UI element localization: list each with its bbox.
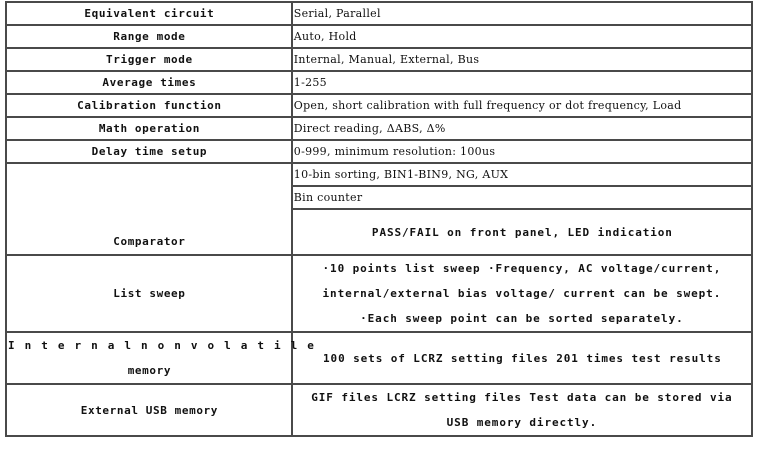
internal-memory-label-line1: Internalnonvolatile [8, 339, 324, 352]
row-value-equivalent-circuit: Serial, Parallel [292, 2, 752, 25]
row-value-comparator-bin-counter: Bin counter [292, 186, 752, 209]
row-value-trigger-mode: Internal, Manual, External, Bus [292, 48, 752, 71]
row-label-range-mode: Range mode [6, 25, 292, 48]
table-row [6, 332, 752, 384]
row-label-comparator: Comparator [6, 163, 292, 255]
row-label-calibration-function: Calibration function [6, 94, 292, 117]
row-value-internal-memory: 100 sets of LCRZ setting files 201 times test results [292, 332, 752, 384]
row-value-range-mode: Auto, Hold [292, 25, 752, 48]
row-value-average-times: 1-255 [292, 71, 752, 94]
table-row [6, 163, 752, 186]
specifications-table [5, 1, 753, 437]
table-row [6, 2, 752, 25]
row-label-trigger-mode: Trigger mode [6, 48, 292, 71]
row-value-comparator-sorting: 10-bin sorting, BIN1-BIN9, NG, AUX [292, 163, 752, 186]
table-row [6, 25, 752, 48]
row-value-math-operation: Direct reading, ΔABS, Δ% [292, 117, 752, 140]
row-label-math-operation: Math operation [6, 117, 292, 140]
internal-memory-label-line2: memory [127, 364, 172, 377]
row-label-internal-memory [6, 332, 324, 384]
row-label-equivalent-circuit: Equivalent circuit [6, 2, 292, 25]
table-row [6, 71, 752, 94]
row-value-list-sweep: ·10 points list sweep ·Frequency, AC voltage/current, internal/external bias voltage/ current can be swept. ·Each sweep point can be sorted separately. [292, 255, 752, 332]
row-value-comparator-pass-fail: PASS/FAIL on front panel, LED indication [292, 209, 752, 255]
table-row [6, 48, 752, 71]
table-row [6, 384, 752, 436]
table-row [6, 255, 752, 332]
table-row [6, 140, 752, 163]
row-label-average-times: Average times [6, 71, 292, 94]
row-value-usb-memory: GIF files LCRZ setting files Test data can be stored via USB memory directly. [292, 384, 752, 436]
row-value-delay-time-setup: 0-999, minimum resolution: 100us [292, 140, 752, 163]
row-value-calibration-function: Open, short calibration with full frequency or dot frequency, Load [292, 94, 752, 117]
row-label-list-sweep: List sweep [6, 255, 292, 332]
table-row [6, 117, 752, 140]
table-row [6, 94, 752, 117]
row-label-delay-time-setup: Delay time setup [6, 140, 292, 163]
row-label-usb-memory: External USB memory [6, 384, 292, 436]
